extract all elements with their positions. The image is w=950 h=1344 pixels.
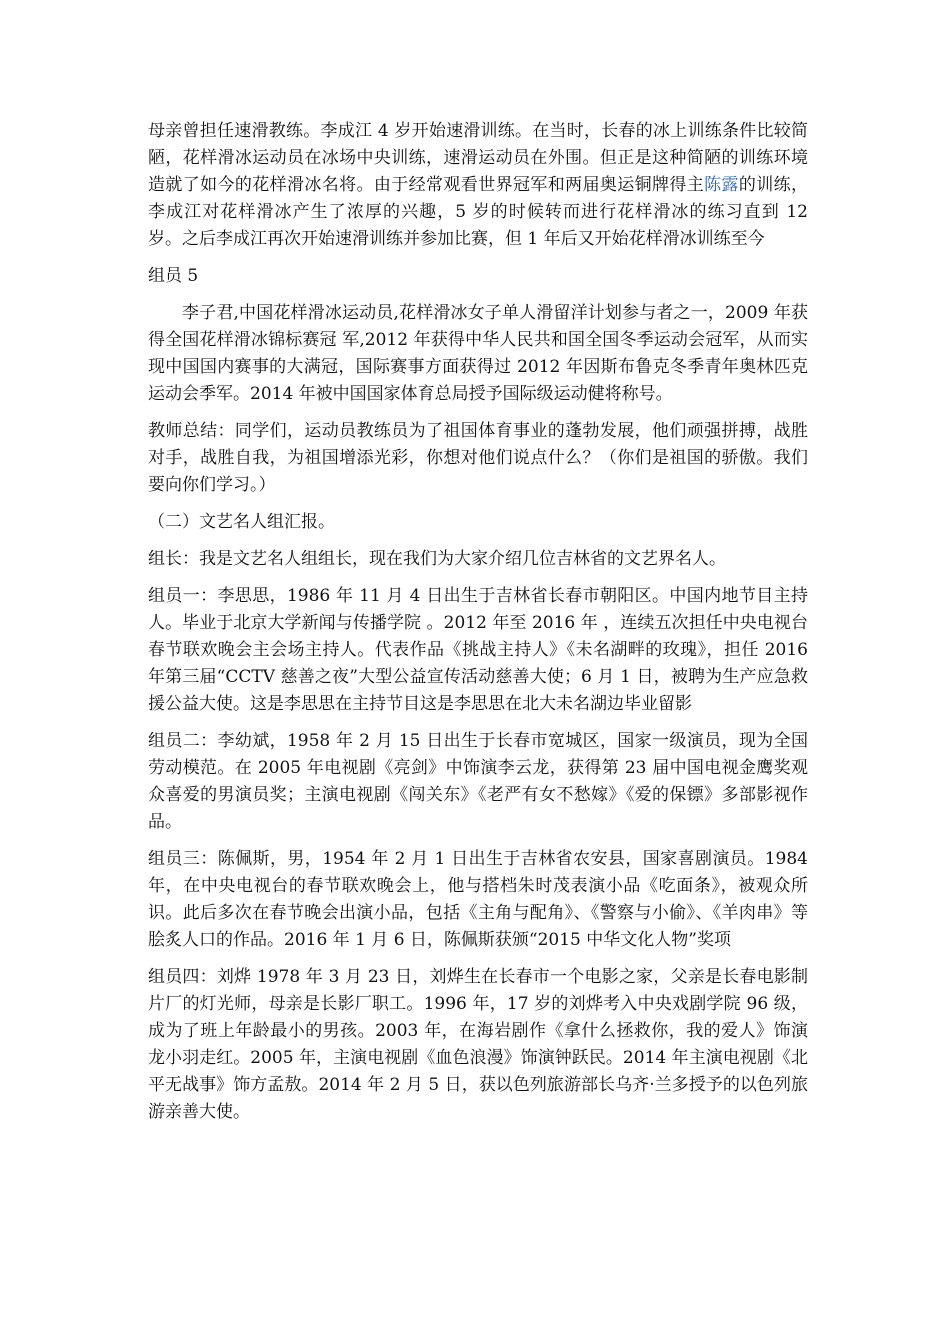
member3-paragraph: 组员三：陈佩斯，男，1954 年 2 月 1 日出生于吉林省农安县，国家喜剧演员。1984 年，在中央电视台的春节联欢晚会上，他与搭档朱时茂表演小品《吃面条》，被观众所识。此后多次在春节晚会出演小品，包括《主角与配角》、《警察与小偷》、《羊肉串》等脍炙人口的作品。2016 年 1 月 6 日，陈佩斯获颁“2015 中华文化人物”奖项 xyxy=(148,849,808,950)
member2-paragraph: 组员二：李幼斌，1958 年 2 月 15 日出生于长春市宽城区，国家一级演员，现为全国劳动模范。在 2005 年电视剧《亮剑》中饰演李云龙，获得第 23 届中国电视金鹰奖观众喜爱的男演员奖；主演电视剧《闯关东》《老严有女不愁嫁》《爱的保镖》多部影视作品。 xyxy=(148,731,808,832)
member5-paragraph: 李子君,中国花样滑冰运动员,花样滑冰女子单人滑留洋计划参与者之一，2009 年获得全国花样滑冰锦标赛冠 军,2012 年获得中华人民共和国全国冬季运动会冠军，从而实现中国国内赛事的大满冠，国际赛事方面获得过 2012 年因斯布鲁克冬季青年奥林匹克运动会季军。2014 年被中国国家体育总局授予国际级运动健将称号。 xyxy=(148,303,808,404)
member5-heading: 组员 5 xyxy=(148,266,199,286)
member4-paragraph: 组员四：刘烨 1978 年 3 月 23 日，刘烨生在长春市一个电影之家，父亲是长春电影制片厂的灯光师，母亲是长影厂职工。1996 年，17 岁的刘烨考入中央戏剧学院 96 级，成为了班上年龄最小的男孩。2003 年，在海岩剧作《拿什么拯救你，我的爱人》饰演龙小羽走红。2005 年，主演电视剧《血色浪漫》饰演钟跃民。2014 年主演电视剧《北平无战事》饰方孟敖。2014 年 2 月 5 日，获以色列旅游部长乌齐·兰多授予的以色列旅游亲善大使。 xyxy=(148,967,808,1122)
member1-paragraph: 组员一：李思思，1986 年 11 月 4 日出生于吉林省长春市朝阳区。中国内地节目主持人。毕业于北京大学新闻与传播学院 。2012 年至 2016 年 ，连续五次担任中央电视台春节联欢晚会主会场主持人。代表作品《挑战主持人》《未名湖畔的玫瑰》，担任 2016 年第三届“CCTV 慈善之夜”大型公益宣传活动慈善大使；6 月 1 日，被聘为生产应急救援公益大使。这是李思思在主持节目这是李思思在北大未名湖边毕业留影 xyxy=(148,586,808,714)
p1-text-start: 母亲曾担任速滑教练。李成江 4 岁开始速滑训练。在当时，长春的冰上训练条件比较简陋，花样滑冰运动员在冰场中央训练，速滑运动员在外围。但正是这种简陋的训练环境造就了如今的花样滑冰名将。由于经常观看世界冠军和两届奥运铜牌得主 xyxy=(148,121,808,195)
paragraph-li-chengjiang xyxy=(148,118,808,253)
p1-text-end: 的训练，李成江对花样滑冰产生了浓厚的兴趣，5 岁的时候转而进行花样滑冰的练习直到 12 岁。之后李成江再次开始速滑训练并参加比赛，但 1 年后又开始花样滑冰训练至今 xyxy=(148,175,809,249)
chen-lu-link[interactable]: 陈露 xyxy=(704,175,739,195)
leader-intro: 组长：我是文艺名人组组长，现在我们为大家介绍几位吉林省的文艺界名人。 xyxy=(148,549,726,569)
section-heading: （二）文艺名人组汇报。 xyxy=(148,512,335,532)
teacher-summary: 教师总结：同学们，运动员教练员为了祖国体育事业的蓬勃发展，他们顽强拼搏，战胜对手，战胜自我，为祖国增添光彩，你想对他们说点什么？（你们是祖国的骄傲。我们要向你们学习。） xyxy=(148,421,808,495)
document-page xyxy=(148,118,808,1136)
